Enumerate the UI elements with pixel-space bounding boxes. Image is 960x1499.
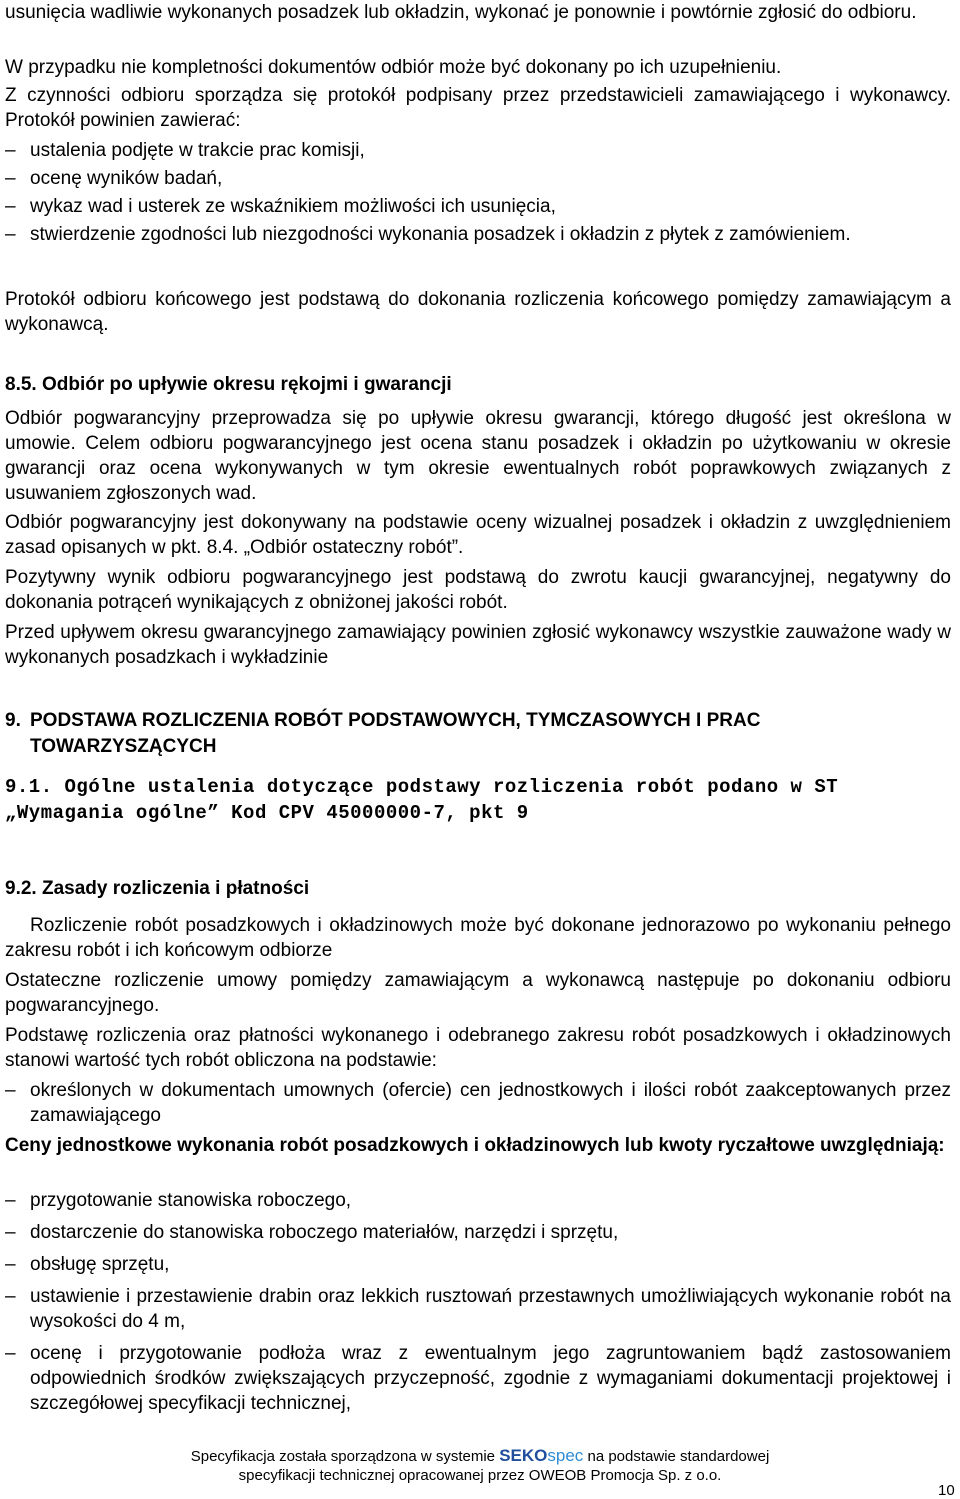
paragraph-unit-prices: Ceny jednostkowe wykonania robót posadzkowych i okładzinowych lub kwoty ryczałtowe uwzględniają: [5,1135,945,1156]
protocol-list [5,138,951,247]
page-footer [0,1446,960,1485]
section-number: 9. [5,710,21,731]
paragraph-final-protocol: Protokół odbioru końcowego jest podstawą do dokonania rozliczenia końcowego pomiędzy zamawiającym a wykonawcą. [5,289,951,335]
basis-list [5,1078,951,1128]
unit-price-list [5,1188,951,1416]
section-heading-9 [5,708,951,760]
list-item: – ustawienie i przestawienie drabin oraz lekkich rusztowań przestawnych umożliwiających wykonanie robót na wysokości do 4 m, [5,1286,951,1332]
footer-line-1: Specyfikacja została sporządzona w systemie SEKOspec na podstawie standardowej [190,1446,770,1465]
paragraph-visual-assessment: Odbiór pogwarancyjny jest dokonywany na podstawie oceny wizualnej posadzek i okładzin z uwzględnieniem zasad opisanych w pkt. 8.4. „Odbiór ostateczny robót”. [5,512,951,558]
paragraph-payment-basis: Podstawę rozliczenia oraz płatności wykonanego i odebranego zakresu robót posadzkowych i okładzinowych stanowi wartość tych robót obliczona na podstawie: [5,1025,951,1071]
list-item: – wykaz wad i usterek ze wskaźnikiem możliwości ich usunięcia, [5,196,556,217]
list-item: – ocenę i przygotowanie podłoża wraz z ewentualnym jego zagruntowaniem bądź zastosowaniem odpowiednich środków zwiększających przyczepność, zgodnie z wymaganiami dokumentacji projektowej i szczegółowej specyfikacji technicznej, [5,1343,951,1414]
list-item: – określonych w dokumentach umownych (ofercie) cen jednostkowych i ilości robót zaakceptowanych przez zamawiającego [5,1080,951,1126]
paragraph-protocol: Z czynności odbioru sporządza się protokół podpisany przez przedstawicieli zamawiającego i wykonawcy. Protokół powinien zawierać: [5,85,951,131]
section-heading-9-1: 9.1. Ogólne ustalenia dotyczące podstawy rozliczenia robót podano w ST „Wymagania ogólne” Kod CPV 45000000-7, pkt 9 [5,776,839,824]
paragraph-report-defects: Przed upływem okresu gwarancyjnego zamawiający powinien zgłosić wykonawcy wszystkie zauważone wady w wykonanych posadzkach i wykładzinie [5,622,951,668]
list-item: – obsługę sprzętu, [5,1254,170,1275]
footer-line-2: specyfikacji technicznej opracowanej przez OWEOB Promocja Sp. z o.o. [238,1467,722,1484]
list-item: – dostarczenie do stanowiska roboczego materiałów, narzędzi i sprzętu, [5,1222,619,1243]
section-title: PODSTAWA ROZLICZENIA ROBÓT PODSTAWOWYCH, TYMCZASOWYCH I PRAC TOWARZYSZĄCYCH [30,710,761,757]
paragraph-removal: usunięcia wadliwie wykonanych posadzek lub okładzin, wykonać je ponownie i powtórnie zgłosić do odbioru. [5,2,917,23]
list-item: – stwierdzenie zgodności lub niezgodności wykonania posadzek i okładzin z płytek z zamówieniem. [5,224,851,245]
paragraph-final-settlement: Ostateczne rozliczenie umowy pomiędzy zamawiającym a wykonawcą następuje po dokonaniu odbioru pogwarancyjnego. [5,970,951,1016]
paragraph-post-warranty: Odbiór pogwarancyjny przeprowadza się po upływie okresu gwarancji, którego długość jest określona w umowie. Celem odbioru pogwarancyjnego jest ocena stanu posadzek i okładzin po użytkowaniu w okresie gwarancji oraz ocena wykonywanych w tym okresie ewentualnych robót poprawkowych związanych z usuwaniem zgłoszonych wad. [5,408,951,504]
list-item: – ustalenia podjęte w trakcie prac komisji, [5,140,365,161]
list-item: – ocenę wyników badań, [5,168,223,189]
paragraph-positive-result: Pozytywny wynik odbioru pogwarancyjnego jest podstawą do zwrotu kaucji gwarancyjnej, negatywny do dokonania potrąceń wynikających z obniżonej jakości robót. [5,567,951,613]
section-heading-8-5: 8.5. Odbiór po upływie okresu rękojmi i gwarancji [5,374,452,395]
list-item: – przygotowanie stanowiska roboczego, [5,1190,352,1211]
section-heading-9-2: 9.2. Zasady rozliczenia i płatności [5,878,310,899]
page-number: 10 [938,1482,955,1499]
paragraph-settlement: Rozliczenie robót posadzkowych i okładzinowych może być dokonane jednorazowo po wykonaniu pełnego zakresu robót i ich końcowym odbiorze [5,915,951,961]
sekospec-logo: SEKOspec [499,1446,584,1465]
paragraph-incomplete-docs: W przypadku nie kompletności dokumentów odbiór może być dokonany po ich uzupełnieniu. [5,57,782,78]
